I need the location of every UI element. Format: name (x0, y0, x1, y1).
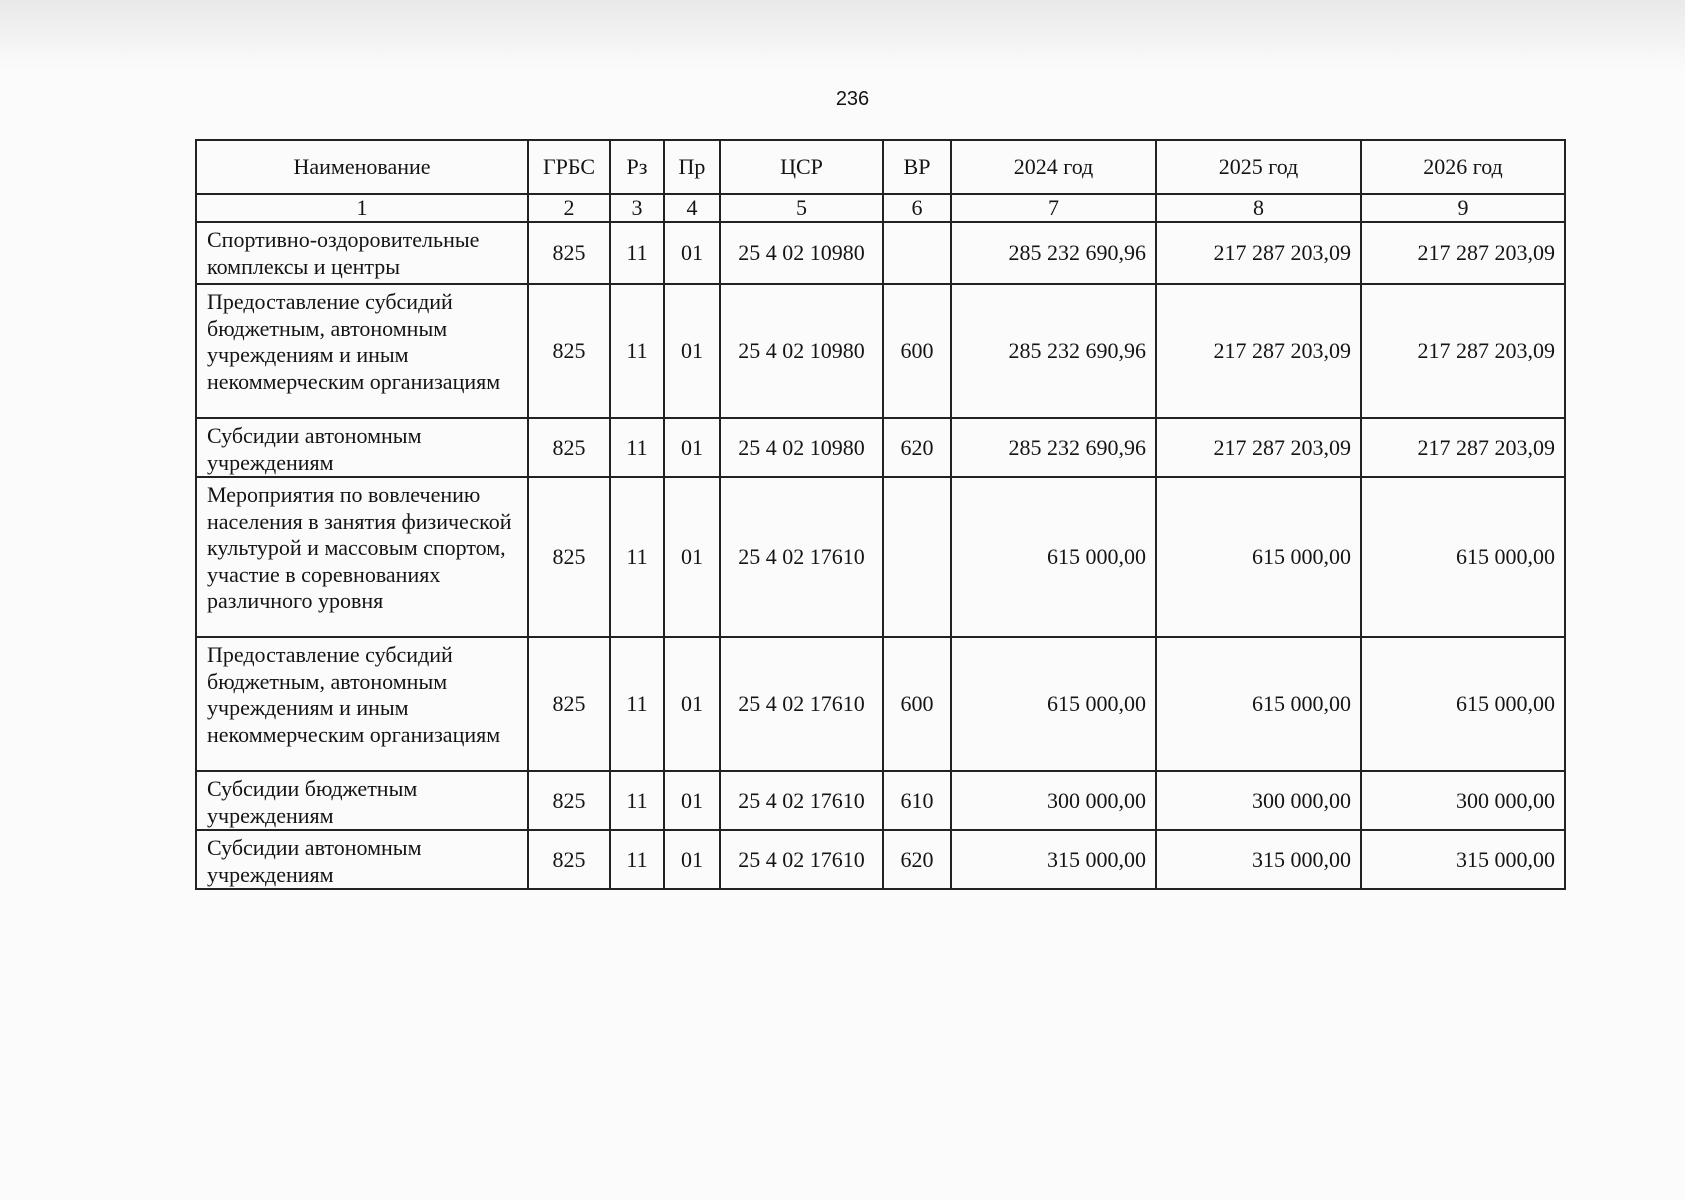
budget-table (195, 139, 1566, 890)
row-amount-2025: 300 000,00 (1156, 771, 1361, 830)
row-amount-2024: 615 000,00 (951, 637, 1156, 771)
row-rz: 11 (610, 222, 664, 284)
row-pr: 01 (664, 284, 720, 418)
row-name: Спортивно-оздоровительные комплексы и центры (196, 222, 528, 284)
row-amount-2024: 285 232 690,96 (951, 418, 1156, 477)
column-header-2026: 2026 год (1361, 140, 1565, 194)
table-row (196, 477, 1565, 637)
row-rz: 11 (610, 830, 664, 889)
row-amount-2024: 300 000,00 (951, 771, 1156, 830)
row-rz: 11 (610, 771, 664, 830)
row-amount-2026: 615 000,00 (1361, 637, 1565, 771)
row-vr: 610 (883, 771, 951, 830)
column-number: 2 (528, 194, 610, 222)
column-number-row (196, 194, 1565, 222)
row-pr: 01 (664, 418, 720, 477)
row-rz: 11 (610, 477, 664, 637)
row-csr: 25 4 02 17610 (720, 477, 883, 637)
row-amount-2024: 285 232 690,96 (951, 222, 1156, 284)
row-rz: 11 (610, 284, 664, 418)
row-amount-2025: 615 000,00 (1156, 477, 1361, 637)
column-number: 4 (664, 194, 720, 222)
row-csr: 25 4 02 10980 (720, 222, 883, 284)
row-grbs: 825 (528, 418, 610, 477)
column-number: 7 (951, 194, 1156, 222)
row-grbs: 825 (528, 222, 610, 284)
row-amount-2026: 615 000,00 (1361, 477, 1565, 637)
row-name: Предоставление субсидий бюджетным, автономным учреждениям и иным некоммерческим организациям (196, 637, 528, 771)
column-number: 9 (1361, 194, 1565, 222)
page-number: 236 (835, 88, 870, 110)
table-row (196, 771, 1565, 830)
row-pr: 01 (664, 830, 720, 889)
row-name: Субсидии автономным учреждениям (196, 418, 528, 477)
column-header-rz: Рз (610, 140, 664, 194)
column-header-2025: 2025 год (1156, 140, 1361, 194)
row-amount-2026: 300 000,00 (1361, 771, 1565, 830)
column-number: 1 (196, 194, 528, 222)
row-vr: 620 (883, 830, 951, 889)
row-csr: 25 4 02 10980 (720, 284, 883, 418)
column-header-2024: 2024 год (951, 140, 1156, 194)
column-header-name: Наименование (196, 140, 528, 194)
table-row (196, 284, 1565, 418)
table-row (196, 637, 1565, 771)
table-row (196, 222, 1565, 284)
row-grbs: 825 (528, 637, 610, 771)
row-grbs: 825 (528, 284, 610, 418)
row-pr: 01 (664, 637, 720, 771)
scan-edge-shading (0, 0, 1685, 70)
row-amount-2026: 315 000,00 (1361, 830, 1565, 889)
column-header-csr: ЦСР (720, 140, 883, 194)
row-amount-2024: 285 232 690,96 (951, 284, 1156, 418)
column-number: 8 (1156, 194, 1361, 222)
table-row (196, 830, 1565, 889)
row-grbs: 825 (528, 477, 610, 637)
row-vr (883, 477, 951, 637)
row-vr (883, 222, 951, 284)
row-vr: 600 (883, 637, 951, 771)
row-rz: 11 (610, 637, 664, 771)
row-amount-2025: 315 000,00 (1156, 830, 1361, 889)
row-name: Мероприятия по вовлечению населения в занятия физической культурой и массовым спортом, участие в соревнованиях различного уровня (196, 477, 528, 637)
row-amount-2024: 315 000,00 (951, 830, 1156, 889)
row-name: Предоставление субсидий бюджетным, автономным учреждениям и иным некоммерческим организациям (196, 284, 528, 418)
row-name: Субсидии бюджетным учреждениям (196, 771, 528, 830)
row-csr: 25 4 02 17610 (720, 637, 883, 771)
row-amount-2026: 217 287 203,09 (1361, 418, 1565, 477)
column-header-vr: ВР (883, 140, 951, 194)
row-pr: 01 (664, 477, 720, 637)
column-number: 5 (720, 194, 883, 222)
row-csr: 25 4 02 10980 (720, 418, 883, 477)
row-rz: 11 (610, 418, 664, 477)
row-grbs: 825 (528, 771, 610, 830)
column-header-pr: Пр (664, 140, 720, 194)
row-amount-2025: 217 287 203,09 (1156, 222, 1361, 284)
header-row (196, 140, 1565, 194)
row-amount-2025: 217 287 203,09 (1156, 284, 1361, 418)
row-vr: 620 (883, 418, 951, 477)
row-csr: 25 4 02 17610 (720, 830, 883, 889)
row-name: Субсидии автономным учреждениям (196, 830, 528, 889)
column-header-grbs: ГРБС (528, 140, 610, 194)
row-csr: 25 4 02 17610 (720, 771, 883, 830)
column-number: 6 (883, 194, 951, 222)
row-amount-2025: 615 000,00 (1156, 637, 1361, 771)
row-amount-2026: 217 287 203,09 (1361, 222, 1565, 284)
row-amount-2025: 217 287 203,09 (1156, 418, 1361, 477)
row-amount-2024: 615 000,00 (951, 477, 1156, 637)
row-amount-2026: 217 287 203,09 (1361, 284, 1565, 418)
table-row (196, 418, 1565, 477)
row-vr: 600 (883, 284, 951, 418)
row-pr: 01 (664, 222, 720, 284)
row-pr: 01 (664, 771, 720, 830)
row-grbs: 825 (528, 830, 610, 889)
column-number: 3 (610, 194, 664, 222)
